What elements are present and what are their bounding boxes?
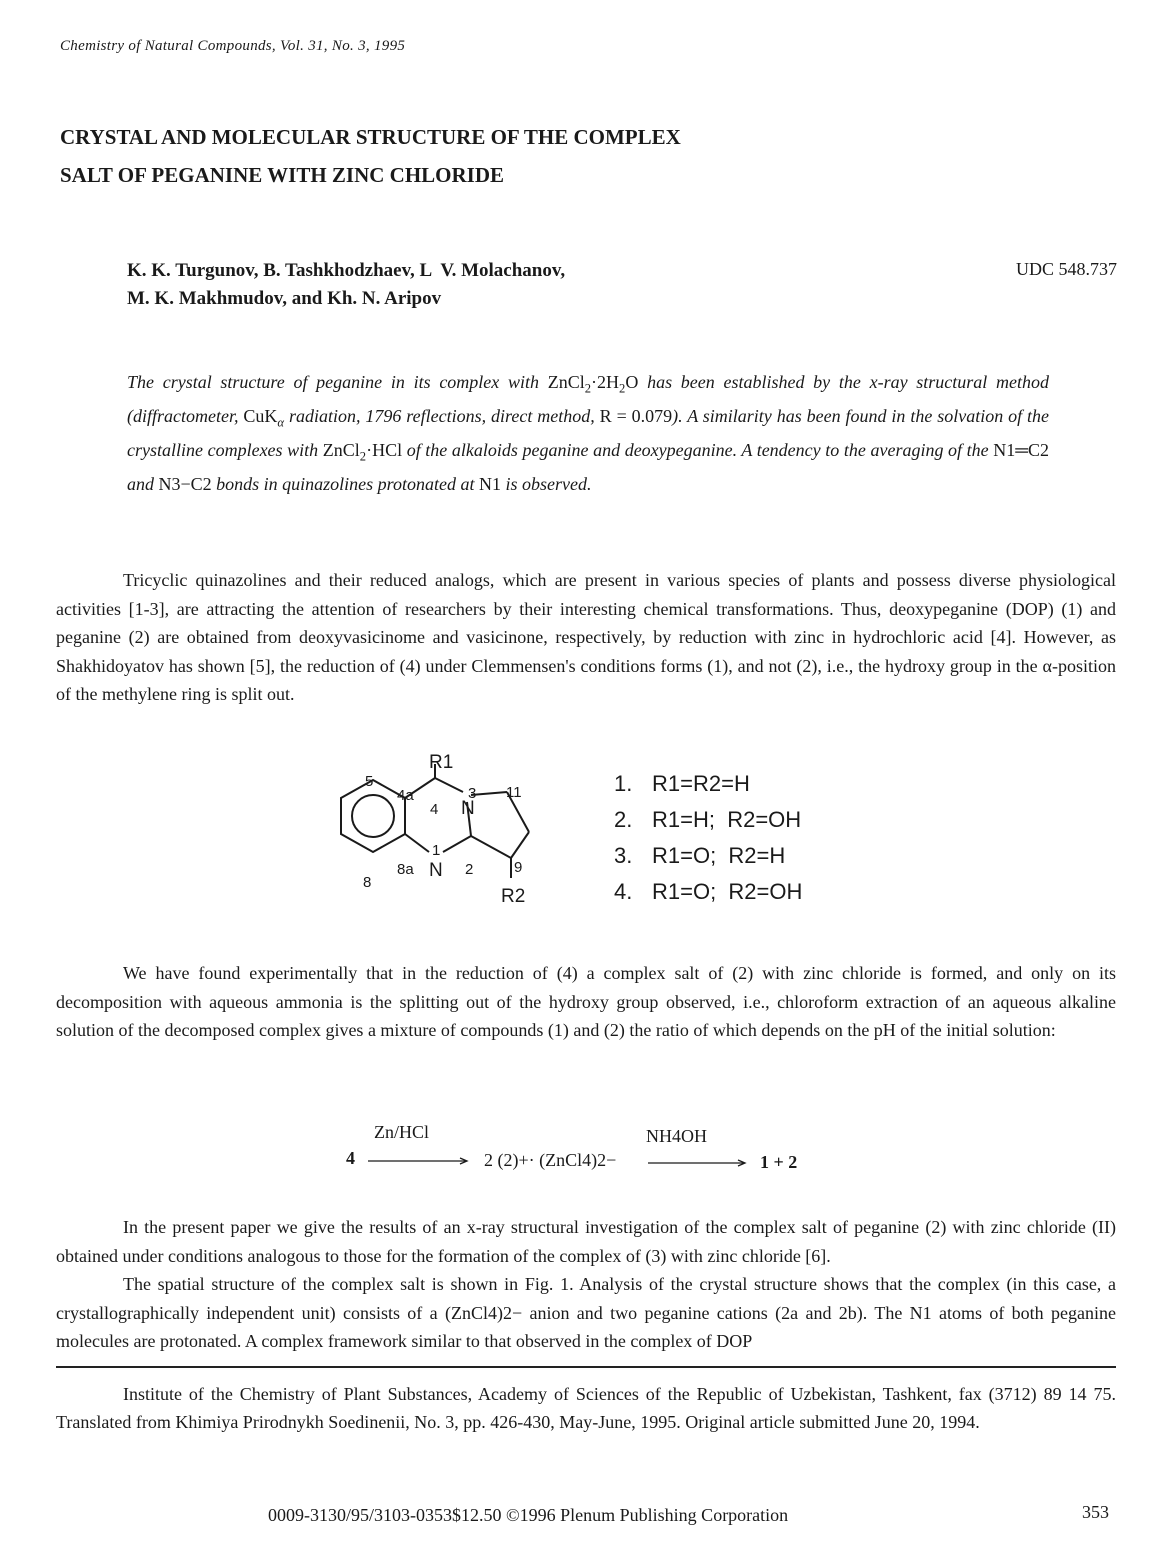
scheme-product: 1 + 2	[760, 1152, 798, 1172]
reagent-zn-hcl: Zn/HCl	[374, 1122, 430, 1142]
label-r1: R1	[429, 752, 454, 773]
quinazoline-structure-drawing	[325, 750, 555, 920]
copyright-line: 0009-3130/95/3103-0353$12.50 ©1996 Plenum Publishing Corporation	[268, 1505, 789, 1525]
scheme-middle: 2 (2)+· (ZnCl4)2−	[484, 1150, 617, 1170]
article-title	[60, 118, 960, 194]
label-9: 9	[514, 859, 523, 876]
benzene-ring	[341, 780, 405, 852]
label-3: 3	[468, 785, 477, 802]
paragraph-intro: Tricyclic quinazolines and their reduced analogs, which are present in various species of plants and possess diverse physiological activities [1-3], are attracting the attention of researchers by their interesting chemical transformations. Thus, deoxypeganine (DOP) (1) and peganine (2) are obtained from deoxyvasicinome and vasicinone, respectively, by reduction with zinc in hydrochloric acid [4]. However, as Shakhidoyatov has shown [5], the reduction of (4) under Clemmensen's conditions forms (1), and not (2), i.e., the hydroxy group in the α-position of the methylene ring is split out.	[56, 570, 1116, 704]
aromatic-circle	[352, 795, 394, 837]
journal-header: Chemistry of Natural Compounds, Vol. 31, No. 3, 1995	[60, 38, 406, 54]
footnote: Institute of the Chemistry of Plant Substances, Academy of Sciences of the Republic of Uzbekistan, Tashkent, fax (3712) 89 14 75. Translated from Khimiya Prirodnykh Soedinenii, No. 3, pp. 426-430, May-June, 1995. Original article submitted June 20, 1994.	[56, 1384, 1116, 1432]
reagent-nh4oh: NH4OH	[646, 1126, 707, 1146]
label-4a: 4a	[397, 787, 414, 804]
label-11: 11	[506, 784, 522, 801]
reaction-scheme	[340, 1118, 840, 1178]
paragraph-experiment: We have found experimentally that in the reduction of (4) a complex salt of (2) with zinc chloride is formed, and only on its decomposition with aqueous ammonia is the splitting out of the hydroxy group observed, i.e., chloroform extraction of an aqueous alkaline solution of the decomposed complex gives a mixture of compounds (1) and (2) the ratio of which depends on the pH of the initial solution:	[56, 963, 1116, 1040]
udc-code: UDC 548.737	[1015, 259, 1117, 279]
substituent-row: 1. R1=R2=H	[614, 771, 750, 796]
label-5: 5	[365, 773, 374, 790]
scheme-start: 4	[346, 1148, 355, 1168]
authors-line-1: K. K. Turgunov, B. Tashkhodzhaev, L V. Molachanov,	[127, 260, 566, 281]
label-r2: R2	[501, 886, 526, 907]
abstract: The crystal structure of peganine in its complex with $ZnCl_2\cdot 2H_2O$ has been established by the x-ray structural method (diffractometer, CuK$_\alpha$ radiation, 1796 reflections, direct method, R = 0.079). A similarity has been found in the solvation of the crystalline complexes with ZnCl$_2$·HCl of the alkaloids peganine and deoxypeganine. A tendency to the averaging of the N1═C2 and N3−C2 bonds in quinazolines protonated at N1 is observed.	[127, 372, 1050, 495]
arrow-1	[368, 1156, 470, 1166]
footnote-divider	[56, 1366, 1116, 1368]
label-n3: N	[461, 798, 475, 819]
title-line-2: SALT OF PEGANINE WITH ZINC CHLORIDE	[60, 163, 505, 187]
substituent-row: 4. R1=O; R2=OH	[614, 879, 803, 904]
substituent-row: 3. R1=O; R2=H	[614, 843, 786, 868]
label-2: 2	[465, 861, 474, 878]
label-8a: 8a	[397, 861, 414, 878]
label-1: 1	[432, 842, 441, 859]
label-8: 8	[363, 874, 372, 891]
paragraph-results: In the present paper we give the results of an x-ray structural investigation of the complex salt of peganine (2) with zinc chloride (II) obtained under conditions analogous to those for the formation of the complex of (3) with zinc chloride [6]. The spatial structure of the complex salt is shown in Fig. 1. Analysis of the crystal structure shows that the complex (in this case, a crystallographically independent unit) consists of a (ZnCl4)2− anion and two peganine cations (2a and 2b). The N1 atoms of both peganine molecules are protonated. A complex framework similar to that observed in the complex of DOP	[56, 1217, 1116, 1351]
authors	[127, 257, 565, 313]
substituent-list	[614, 766, 802, 910]
authors-line-2: M. K. Makhmudov, and Kh. N. Aripov	[127, 288, 442, 309]
label-n1: N	[429, 860, 443, 881]
substituent-row: 2. R1=H; R2=OH	[614, 807, 802, 832]
arrow-2	[648, 1158, 748, 1168]
title-line-1: CRYSTAL AND MOLECULAR STRUCTURE OF THE COMPLEX	[60, 125, 681, 149]
label-4: 4	[430, 801, 439, 818]
chemical-structure	[325, 750, 555, 920]
page-number: 353	[1082, 1502, 1109, 1522]
